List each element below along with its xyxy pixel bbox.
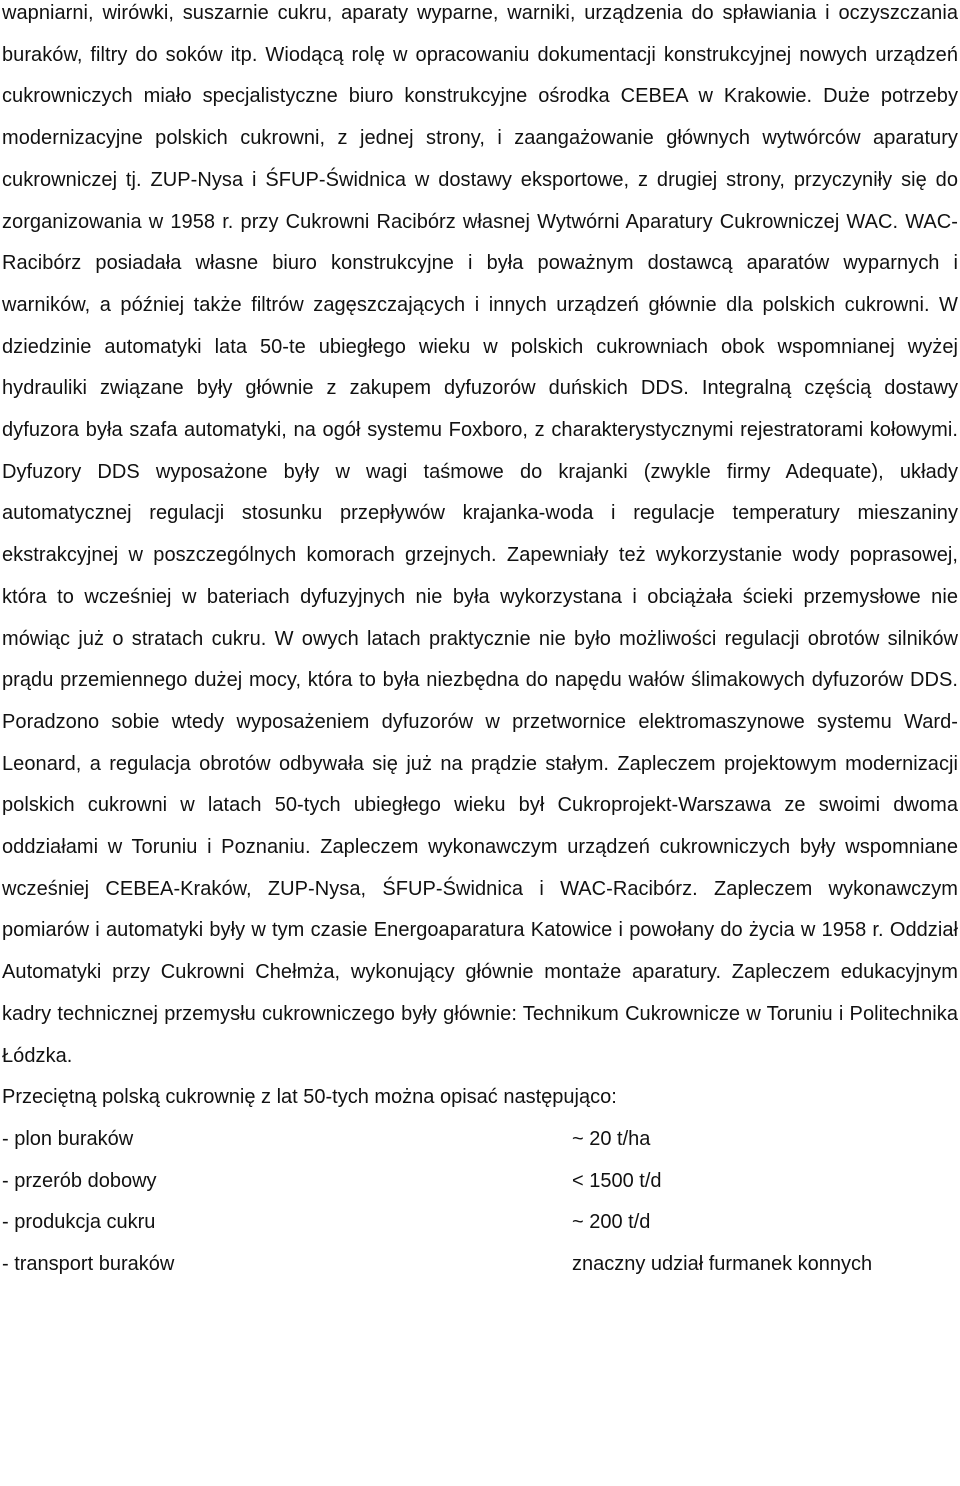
stat-label: - produkcja cukru xyxy=(2,1211,156,1234)
intro-sentence: Przeciętną polską cukrownię z lat 50-tych można opisać następująco: xyxy=(2,1086,617,1109)
body-paragraph: wapniarni, wirówki, suszarnie cukru, aparaty wyparne, warniki, urządzenia do spławiania i oczyszczania buraków, filtry do soków itp. Wiodącą rolę w opracowaniu dokumentacji konstrukcyjnej nowych urządzeń cukrowniczych miało specjalistyczne biuro konstrukcyjne ośrodka CEBEA w Krakowie. Duże potrzeby modernizacyjne polskich cukrowni, z jednej strony, i zaangażowanie głównych wytwórców aparatury cukrowniczej tj. ZUP-Nysa i ŚFUP-Świdnica w dostawy eksportowe, z drugiej strony, przyczyniły się do zorganizowania w 1958 r. przy Cukrowni Racibórz własnej Wytwórni Aparatury Cukrowniczej WAC. WAC-Racibórz posiadała własne biuro konstrukcyjne i była poważnym dostawcą aparatów wyparnych i warników, a później także filtrów zagęszczających i innych urządzeń głównie dla polskich cukrowni. W dziedzinie automatyki lata 50-te ubiegłego wieku w polskich cukrowniach obok wspomnianej wyżej hydrauliki związane były głównie z zakupem dyfuzorów duńskich DDS. Integralną częścią dostawy dyfuzora była szafa automatyki, na ogół systemu Foxboro, z charakterystycznymi rejestratorami kołowymi. Dyfuzory DDS wyposażone były w wagi taśmowe do krajanki (zwykle firmy Adequate), układy automatycznej regulacji stosunku przepływów krajanka-woda i regulacje temperatury mieszaniny ekstrakcyjnej w poszczególnych komorach grzejnych. Zapewniały też wykorzystanie wody poprasowej, która to wcześniej w bateriach dyfuzyjnych nie była wykorzystana i obciążała ścieki przemysłowe nie mówiąc już o stratach cukru. W owych latach praktycznie nie było możliwości regulacji obrotów silników prądu przemiennego dużej mocy, która to była niezbędna do napędu wałów ślimakowych dyfuzorów DDS. Poradzono sobie wtedy wyposażeniem dyfuzorów w przetwornice elektromaszynowe systemu Ward-Leonard, a regulacja obrotów odbywała się już na prądzie stałym. Zapleczem projektowym modernizacji polskich cukrowni w latach 50-tych ubiegłego wieku był Cukroprojekt-Warszawa ze swoimi dwoma oddziałami w Toruniu i Poznaniu. Zapleczem wykonawczym urządzeń cukrowniczych były wspomniane wcześniej CEBEA-Kraków, ZUP-Nysa, ŚFUP-Świdnica i WAC-Racibórz. Zapleczem wykonawczym pomiarów i automatyki były w tym czasie Energoaparatura Katowice i powołany do życia w 1958 r. Oddział Automatyki przy Cukrowni Chełmża, wykonujący głównie montaże aparatury. Zapleczem edukacyjnym kadry technicznej przemysłu cukrowniczego były głównie: Technikum Cukrownicze w Toruniu i Politechnika Łódzka. xyxy=(2,2,958,1067)
stat-label: - plon buraków xyxy=(2,1127,134,1150)
stat-value: < 1500 t/d xyxy=(572,1169,662,1192)
stat-row-daily-processing xyxy=(2,1161,958,1203)
stat-label: - przerób dobowy xyxy=(2,1169,157,1192)
stat-row-beet-transport xyxy=(2,1244,958,1286)
stat-value: ~ 20 t/ha xyxy=(572,1127,651,1150)
stat-value: znaczny udział furmanek konnych xyxy=(572,1253,873,1276)
stats-list xyxy=(2,1119,958,1286)
stat-label: - transport buraków xyxy=(2,1253,175,1276)
stat-row-yield xyxy=(2,1119,958,1161)
stat-value: ~ 200 t/d xyxy=(572,1211,651,1234)
stat-row-sugar-production xyxy=(2,1202,958,1244)
document-page xyxy=(2,0,958,1286)
